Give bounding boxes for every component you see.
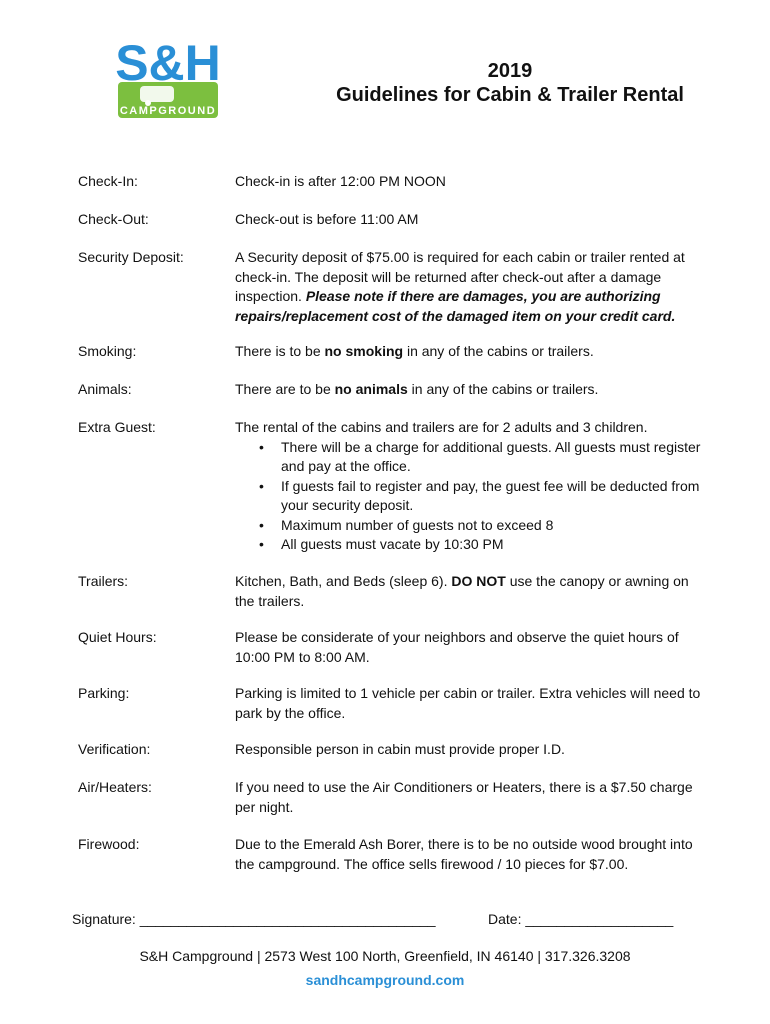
row-value	[235, 380, 705, 400]
deposit-emphasis: Please note if there are damages, you are authorizing repairs/replacement cost of the damaged item on your credit card.	[235, 288, 676, 324]
document-year: 2019	[487, 60, 533, 82]
smoking-bold: no smoking	[324, 343, 404, 359]
row-label: Extra Guest:	[78, 419, 156, 435]
footer-address: S&H Campground | 2573 West 100 North, Greenfield, IN 46140 | 317.326.3208	[139, 948, 631, 964]
row-value: Due to the Emerald Ash Borer, there is to be no outside wood brought into the campground. The office sells firewood / 10 pieces for $7.00.	[235, 836, 693, 872]
row-label: Trailers:	[78, 573, 129, 589]
row-label: Parking:	[78, 685, 130, 701]
smoking-pre: There is to be	[235, 343, 325, 359]
row-value: Parking is limited to 1 vehicle per cabin or trailer. Extra vehicles will need to park by the office.	[235, 685, 701, 721]
animals-post: in any of the cabins or trailers.	[407, 381, 599, 397]
logo-subtitle: CAMPGROUND	[119, 105, 217, 117]
animals-pre: There are to be	[235, 381, 335, 397]
row-label: Animals:	[78, 381, 132, 397]
smoking-post: in any of the cabins or trailers.	[403, 343, 594, 359]
signature-label: Signature:	[72, 911, 136, 927]
row-value	[235, 572, 705, 611]
row-label: Check-In:	[78, 173, 138, 189]
row-label: Quiet Hours:	[78, 629, 157, 645]
trailers-pre: Kitchen, Bath, and Beds (sleep 6).	[235, 573, 452, 589]
trailers-bold: DO NOT	[451, 573, 506, 589]
deposit-text: A Security deposit of $75.00 is required for each cabin or trailer rented at check-in. The deposit will be returned after check-out after a damage inspection.	[235, 249, 685, 304]
row-label: Security Deposit:	[78, 249, 184, 265]
extra-guest-text: The rental of the cabins and trailers are for 2 adults and 3 children.	[235, 419, 648, 435]
row-value	[235, 418, 705, 555]
row-value: If you need to use the Air Conditioners or Heaters, there is a $7.50 charge per night.	[235, 779, 693, 815]
row-label: Check-Out:	[78, 211, 149, 227]
list-item: • Maximum number of guests not to exceed 8	[281, 516, 705, 536]
date-field[interactable]	[488, 910, 673, 929]
row-value: Check-in is after 12:00 PM NOON	[235, 173, 446, 189]
logo-brand: S&H	[115, 35, 221, 91]
row-label: Air/Heaters:	[78, 779, 152, 795]
row-label: Firewood:	[78, 836, 140, 852]
animals-bold: no animals	[334, 381, 408, 397]
signature-field[interactable]	[72, 910, 436, 929]
document-title: Guidelines for Cabin & Trailer Rental	[336, 84, 684, 106]
date-label: Date:	[488, 911, 522, 927]
campground-logo	[88, 30, 252, 134]
signature-line[interactable]: ______________________________________	[139, 911, 436, 927]
list-item: • There will be a charge for additional guests. All guests must register and pay at the office.	[281, 438, 705, 477]
date-line[interactable]: ___________________	[525, 911, 674, 927]
row-label: Smoking:	[78, 343, 137, 359]
extra-guest-list	[235, 438, 705, 555]
row-label: Verification:	[78, 741, 151, 757]
row-value: Responsible person in cabin must provide proper I.D.	[235, 741, 565, 757]
trailers-post: use the canopy or awning on the trailers.	[235, 573, 689, 609]
row-value	[235, 342, 705, 362]
row-value: Please be considerate of your neighbors and observe the quiet hours of 10:00 PM to 8:00 AM.	[235, 629, 679, 665]
row-value: Check-out is before 11:00 AM	[235, 211, 419, 227]
list-item: • All guests must vacate by 10:30 PM	[281, 535, 705, 555]
row-value	[235, 248, 705, 326]
footer-website-link[interactable]: sandhcampground.com	[305, 972, 465, 988]
list-item: • If guests fail to register and pay, the guest fee will be deducted from your security deposit.	[281, 477, 705, 516]
